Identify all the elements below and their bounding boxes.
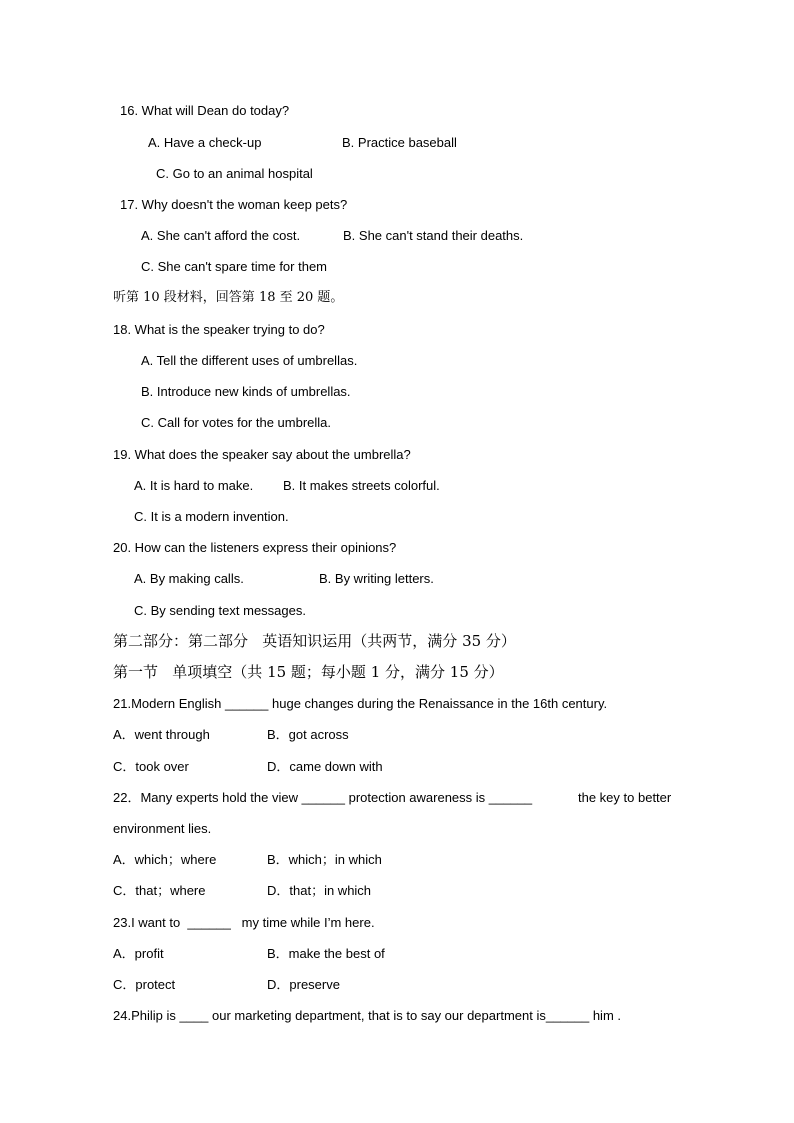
question-23: 23.I want to ______ my time while I’m here. [113,915,375,930]
option-22-d: D．that；in which [267,883,372,898]
question-17: 17. Why doesn't the woman keep pets? [120,197,348,212]
option-23-a: A．profit [113,946,164,961]
option-19-b: B. It makes streets colorful. [283,478,440,493]
option-18-b: B. Introduce new kinds of umbrellas. [141,384,351,399]
option-23-d: D．preserve [267,977,340,992]
option-22-b: B．which；in which [267,852,382,867]
option-21-b: B．got across [267,727,349,742]
option-23-c: C．protect [113,977,176,992]
option-20-b: B. By writing letters. [319,571,434,586]
option-17-c: C. She can't spare time for them [141,259,328,274]
question-16: 16. What will Dean do today? [120,103,290,118]
question-22: 22．Many experts hold the view ______ protection awareness is ______ [113,790,533,805]
option-20-a: A. By making calls. [134,571,244,586]
option-16-a: A. Have a check-up [148,135,262,150]
question-22-continued: the key to better [578,790,672,805]
option-17-a: A. She can't afford the cost. [141,228,301,243]
option-22-a: A．which；where [113,852,217,867]
instruction-material-10: 听第 10 段材料，回答第 18 至 20 题。 [113,290,344,305]
option-20-c: C. By sending text messages. [134,603,306,618]
option-19-c: C. It is a modern invention. [134,509,289,524]
option-16-b: B. Practice baseball [342,135,457,150]
option-18-a: A. Tell the different uses of umbrellas. [141,353,358,368]
option-17-b: B. She can't stand their deaths. [343,228,524,243]
option-22-c: C．that；where [113,883,206,898]
question-24: 24.Philip is ____ our marketing department, that is to say our department is______ him . [113,1008,622,1023]
option-23-b: B．make the best of [267,946,385,961]
question-18: 18. What is the speaker trying to do? [113,322,325,337]
option-19-a: A. It is hard to make. [134,478,254,493]
option-21-a: A．went through [113,727,210,742]
question-22-wrap: environment lies. [113,821,212,836]
option-21-c: C．took over [113,759,189,774]
section-1-heading: 第一节 单项填空（共 15 题；每小题 1 分，满分 15 分） [113,663,504,681]
part-2-heading: 第二部分：第二部分 英语知识运用（共两节，满分 35 分） [113,632,516,650]
question-21: 21.Modern English ______ huge changes during the Renaissance in the 16th century. [113,696,608,711]
option-16-c: C. Go to an animal hospital [156,166,313,181]
question-20: 20. How can the listeners express their opinions? [113,540,397,555]
option-18-c: C. Call for votes for the umbrella. [141,415,332,430]
question-19: 19. What does the speaker say about the umbrella? [113,447,411,462]
option-21-d: D．came down with [267,759,383,774]
